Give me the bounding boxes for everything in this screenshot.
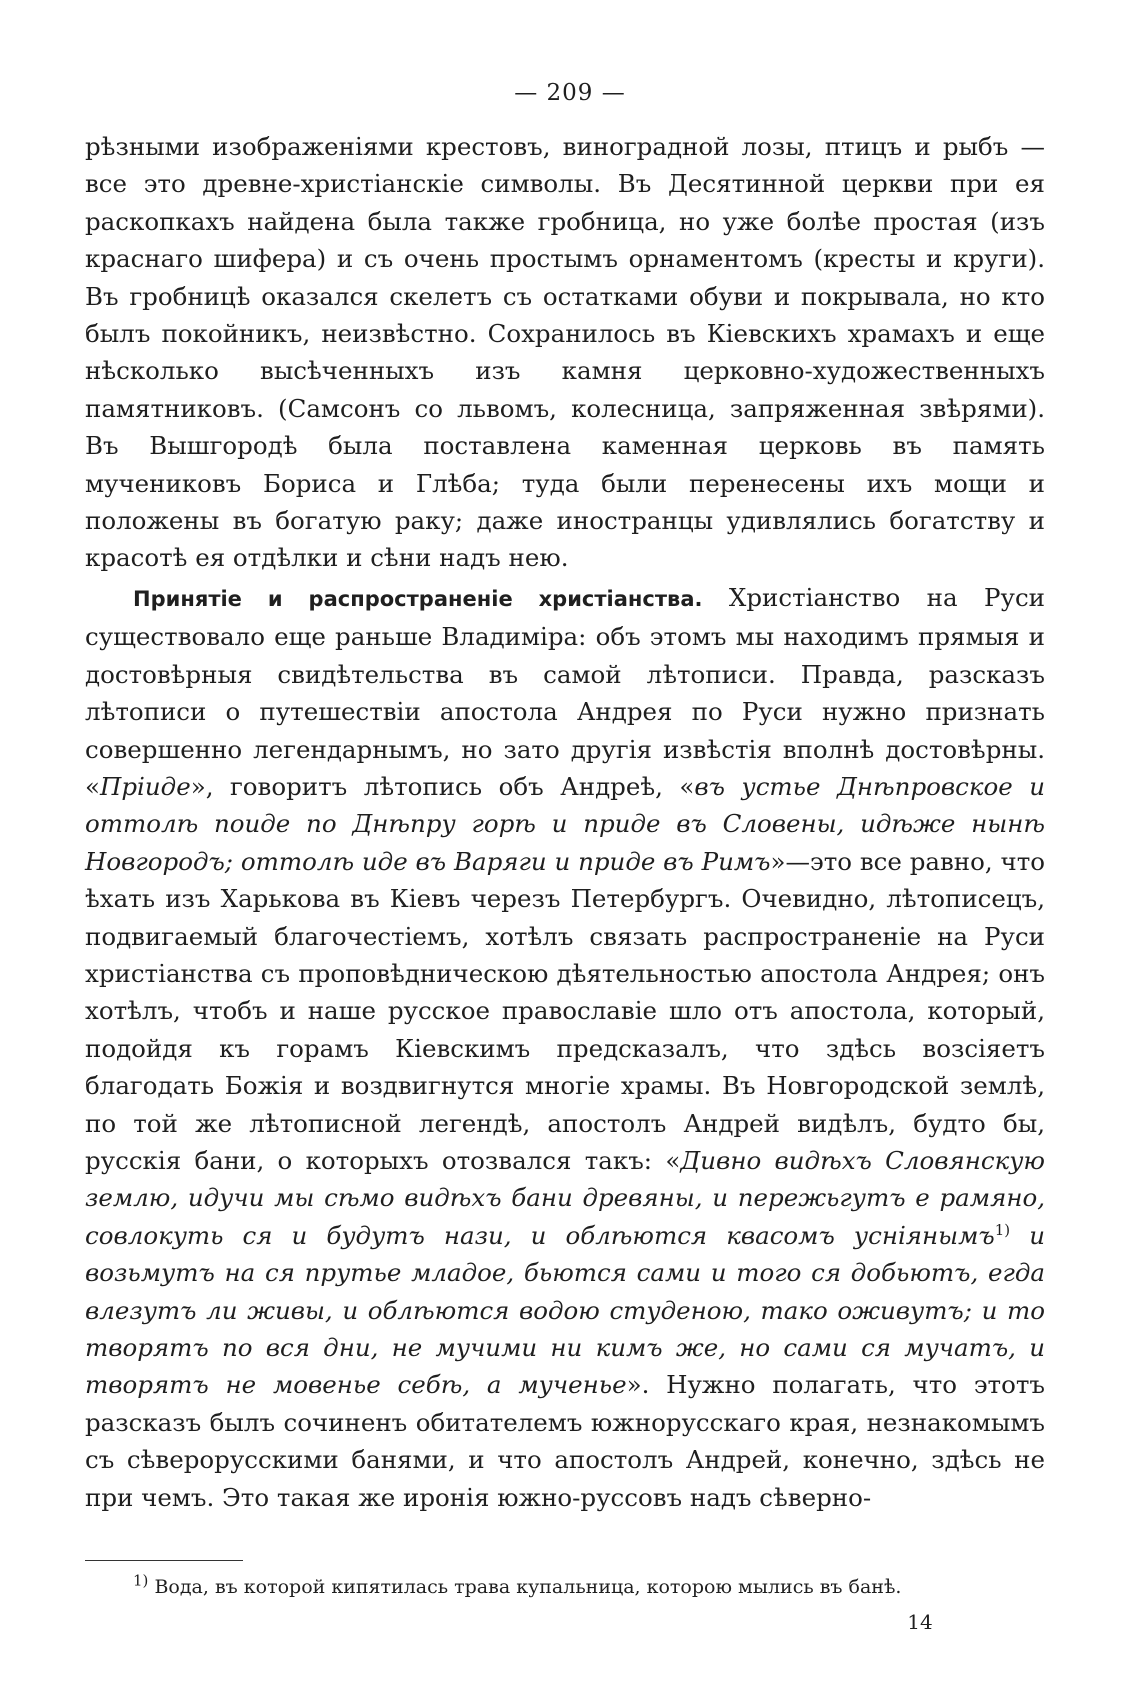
paragraph-2-text-3: »—это все равно, что ѣхать изъ Харькова въ Кіевъ черезъ Петербургъ. Очевидно, лѣтописецъ, подвигаемый благочестіемъ, хотѣлъ связать распространеніе на Руси христіанства съ проповѣдническою дѣятельностью апостола Андрея; онъ хотѣлъ, чтобъ и наше русское православіе шло отъ апостола, который, подойдя къ горамъ Кіевскимъ предсказалъ, что здѣсь возсіяетъ благодать Божія и воздвигнутся многіе храмы. Въ Новгородской землѣ, по той же лѣтописной легендѣ, апостолъ Андрей видѣлъ, будто бы, русскія бани, о которыхъ отозвался такъ: «: [85, 846, 1045, 1175]
quote-4: и возьмутъ на ся прутье младое, бьются сами и того ся добьютъ, егда влезутъ ли живы, и облѣются водою студеною, тако оживутъ; и то творятъ по вся дни, не мучими ни кимъ же, но сами ся мучатъ, и творятъ не мовенье себѣ, а мученье: [85, 1220, 1045, 1400]
footnote-reference: 1): [994, 1220, 1011, 1239]
footnote-divider: [85, 1560, 243, 1561]
main-text: [85, 128, 1045, 1516]
section-heading: Принятіе и распространеніе христіанства.: [133, 586, 703, 611]
page-number: — 209 —: [514, 80, 626, 106]
footnote: [133, 1571, 1033, 1600]
paragraph-1: рѣзными изображеніями крестовъ, виноградной лозы, птицъ и рыбъ — все это древне-христіанскіе символы. Въ Десятинной церкви при ея раскопкахъ найдена была также гробница, но уже болѣе простая (изъ краснаго шифера) и съ очень простымъ орнаментомъ (кресты и круги). Въ гробницѣ оказался скелетъ съ остатками обуви и покрывала, но кто былъ покойникъ, неизвѣстно. Сохранилось въ Кіевскихъ храмахъ и еще нѣсколько высѣченныхъ изъ камня церковно-художественныхъ памятниковъ. (Самсонъ со львомъ, колесница, запряженная звѣрями). Въ Вышгородѣ была поставлена каменная церковь въ память мучениковъ Бориса и Глѣба; туда были перенесены ихъ мощи и положены въ богатую раку; даже иностранцы удивлялись богатству и красотѣ ея отдѣлки и сѣни надъ нею.: [85, 132, 1045, 573]
quote-1: Пріиде: [100, 771, 191, 801]
paragraph-2-text-2: », говоритъ лѣтопись объ Андреѣ, «: [190, 771, 695, 801]
quote-3: Дивно видѣхъ Словянскую землю, идучи мы сѣмо видѣхъ бани древяны, и пережьгутъ е рамяно, совлокуть ся и будутъ нази, и облѣются квасомъ усніянымъ: [85, 1145, 1045, 1250]
footnote-text: Вода, въ которой кипятилась трава купальница, которою мылись въ банѣ.: [148, 1576, 902, 1598]
paragraph-2-text-4: ». Нужно полагать, что этотъ разсказъ былъ сочиненъ обитателемъ южнорусскаго края, незнакомымъ съ сѣверорусскими банями, и что апостолъ Андрей, конечно, здѣсь не при чемъ. Это такая же иронія южно-руссовъ надъ сѣверно-: [85, 1370, 1045, 1512]
signature-mark: 14: [907, 1610, 933, 1634]
paragraph-2-text-1: Христіанство на Руси существовало еще раньше Владиміра: объ этомъ мы находимъ прямыя и достовѣрныя свидѣтельства въ самой лѣтописи. Правда, разсказъ лѣтописи о путешествіи апостола Андрея по Руси нужно признать совершенно легендарнымъ, но зато другія извѣстія вполнѣ достовѣрны. «: [85, 582, 1045, 801]
quote-2: въ устье Днѣпровское и оттолѣ поиде по Днѣпру горѣ и приде въ Словены, идѣже нынѣ Новгородъ; оттолѣ иде въ Варяги и приде въ Римъ: [85, 771, 1046, 876]
footnote-marker: 1): [133, 1571, 149, 1590]
paragraph-2: [85, 579, 1045, 1516]
